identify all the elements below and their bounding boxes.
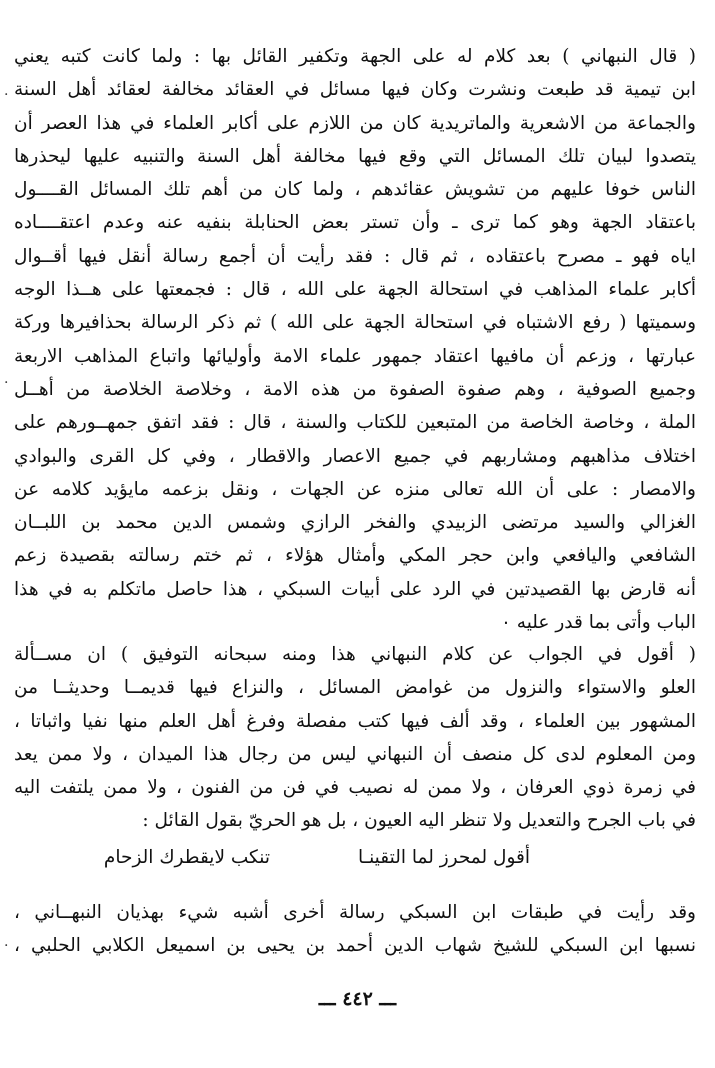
text-line: الناس خوفا عليهم من تشويش عقائدهم ، ولما كان من أهم تلك المسائل القــــول [14,179,696,201]
text-line: الباب وأتى بما قدر عليه ٠ [500,612,696,634]
text-line: وجميع الصوفية ، وهم صفوة الصفوة من هذه الامة ، وخلاصة الخلاصة من أهــل [14,378,696,400]
text-line: ( أقول في الجواب عن كلام النبهاني هذا ومنه سبحانه التوفيق ) ان مســألة [14,644,696,665]
text-line: الشافعي واليافعي وابن حجر المكي وأمثال هؤلاء ، ثم ختم رسالته بقصيدة زعم [14,545,696,567]
page-number: ـــ ٤٤٢ ـــ [318,988,397,1010]
text-line: باعتقاد الجهة وهو كما ترى ـ وأن تستر بعض الحنابلة بنفيه عنه وعدم اعتقــــاده [14,212,696,234]
text-line: العلو والاستواء والنزول من غوامض المسائل ، والنزاع فيها قديمــا وحديثــا من [14,677,696,699]
text-line: ومن المعلوم لدى كل منصف أن النبهاني ليس من رجال هذا الميدان ، ولا ممن يعد [14,743,696,765]
text-line: اختلاف مذاهبهم ومشاربهم في جميع الاعصار والاقطار ، وفي كل القرى والبوادي [14,445,696,467]
text-line: أنه قارض بها القصيدتين في الرد على أبيات السبكي ، هذا حاصل ماتكلم به في هذا [14,578,696,600]
text-line: والامصار : على أن الله تعالى منزه عن الجهات ، ونقل بزعمه مايؤيد كلامه عن [14,478,696,500]
text-line: اياه فهو ـ مصرح باعتقاده ، ثم قال : فقد رأيت أن أجمع رسالة أنقل فيها أقــوال [14,245,696,267]
margin-mark: . [4,83,9,99]
text-line: الملة ، وخاصة الخاصة من المتبعين للكتاب والسنة ، قال : فقد اتفق جمهــورهم على [14,412,696,434]
text-line: في باب الجرح والتعديل ولا تنظر اليه العيون ، بل هو الحريّ بقول القائل : [142,810,696,832]
paragraph-subki-treatise [14,896,696,963]
text-line: يتصدوا لبيان تلك المسائل التي وقع فيها مخالفة أهل السنة والتنبيه عليها ليحذرها [14,145,696,167]
text-line: وقد رأيت في طبقات ابن السبكي رسالة أخرى أشبه شيء بهذيان النبهــاني ، [14,902,696,923]
text-line: وسميتها ( رفع الاشتباه في استحالة الجهة على الله ) ثم ذكر الرسالة بحذافيرها وركة [14,312,696,334]
margin-mark: . [4,371,9,387]
text-line: أكابر علماء المذاهب في استحالة الجهة على الله ، قال : فجمعتها على هــذا الوجه [14,279,696,301]
text-line: نسبها ابن السبكي للشيخ شهاب الدين أحمد بن يحيى بن اسميعل الكلابي الحلبي ، [14,935,696,957]
paragraph-nabhani-quote [14,40,696,639]
paragraph-author-reply [14,638,696,838]
verse-first-hemistich: أقول لمحرز لما التقينـا [358,847,530,868]
text-line: ابن تيمية قد طبعت ونشرت وكان فيها مسائل في العقائد مخالفة لعقائد أهل السنة [14,79,696,101]
text-line: ( قال النبهاني ) بعد كلام له على الجهة وتكفير القائل بها : ولما كانت كتبه يعني [14,46,696,67]
text-line: عبارتها ، وزعم أن مافيها اعتقاد جمهور علماء الامة وأوليائها واتباع المذاهب الاربعة [14,345,696,367]
text-line: والجماعة من الاشعرية والماتريدية كان من اللازم على أكابر العلماء في هذا العصر أن [14,112,696,134]
verse-second-hemistich: تنكب لايقطرك الزحام [103,847,270,868]
text-line: في زمرة ذوي العرفان ، ولا ممن له نصيب في فن من الفنون ، ولا ممن يلتفت اليه [14,777,696,799]
text-line: المشهور بين العلماء ، وقد ألف فيها كتب مفصلة وفرغ أهل العلم منها نفيا واثباتا ، [14,710,696,732]
text-line: الغزالي والسيد مرتضى الزبيدي والفخر الرازي وشمس الدين محمد بن اللبــان [14,512,696,534]
margin-mark: . [4,934,9,950]
poetry-verse [0,841,715,875]
